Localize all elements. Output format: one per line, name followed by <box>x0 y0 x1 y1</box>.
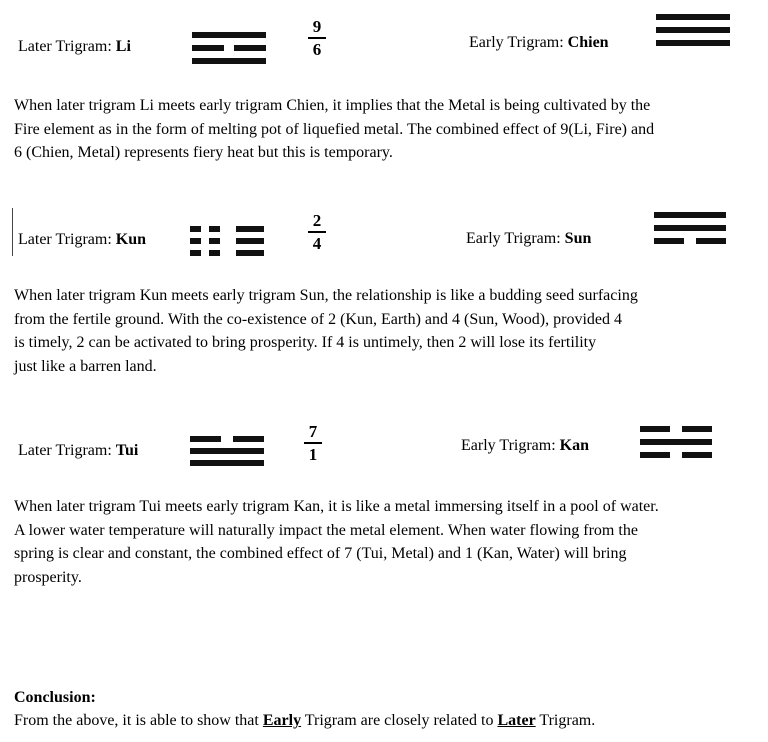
trigram-kun-icon <box>236 226 264 258</box>
trigram-tui-icon <box>190 436 264 468</box>
trigram-kun-icon <box>190 226 220 258</box>
emphasis-later: Later <box>497 712 536 729</box>
early-trigram-label: Early Trigram: Sun <box>466 230 592 247</box>
fraction-bar <box>308 37 326 39</box>
early-trigram-label: Early Trigram: Chien <box>469 34 609 51</box>
bottom-number: 6 <box>312 39 322 59</box>
number-fraction <box>307 18 327 58</box>
fraction-bar <box>304 442 322 444</box>
bottom-number: 1 <box>308 444 318 464</box>
number-fraction <box>303 423 323 463</box>
conclusion-heading: Conclusion: <box>14 689 96 706</box>
conclusion-text: From the above, it is able to show that Early Trigram are closely related to Later Trigram. <box>14 712 596 729</box>
paragraph-kun-sun: When later trigram Kun meets early trigram Sun, the relationship is like a budding seed surfacing from the fertile ground. With the co-existence of 2 (Kun, Earth) and 4 (Sun, Wood), provided 4 is timely, 2 can be activated to bring prosperity. If 4 is untimely, then 2 will lose its fertility just like a barren land. <box>14 287 638 375</box>
margin-line <box>12 208 13 256</box>
trigram-chien-icon <box>656 14 730 48</box>
top-number: 7 <box>308 422 318 441</box>
later-trigram-label: Later Trigram: Kun <box>18 231 147 248</box>
trigram-kan-icon <box>640 426 712 460</box>
fraction-bar <box>308 231 326 233</box>
emphasis-early: Early <box>262 712 302 729</box>
bottom-number: 4 <box>312 233 322 253</box>
trigram-li-icon <box>192 32 266 66</box>
top-number: 9 <box>312 17 322 36</box>
early-trigram-label: Early Trigram: Kan <box>461 437 590 454</box>
later-trigram-label: Later Trigram: Li <box>18 38 131 55</box>
trigram-sun-icon <box>654 212 726 246</box>
top-number: 2 <box>312 211 322 230</box>
paragraph-li-chien: When later trigram Li meets early trigram Chien, it implies that the Metal is being cultivated by the Fire element as in the form of melting pot of liquefied metal. The combined effect of 9(Li, Fire) and 6 (Chien, Metal) represents fiery heat but this is temporary. <box>14 97 655 162</box>
later-trigram-label: Later Trigram: Tui <box>18 442 139 459</box>
number-fraction <box>307 212 327 252</box>
paragraph-tui-kan: When later trigram Tui meets early trigram Kan, it is like a metal immersing itself in a pool of water. A lower water temperature will naturally impact the metal element. When water flowing from the spring is clear and constant, the combined effect of 7 (Tui, Metal) and 1 (Kan, Water) will bring prosperity. <box>14 498 659 586</box>
